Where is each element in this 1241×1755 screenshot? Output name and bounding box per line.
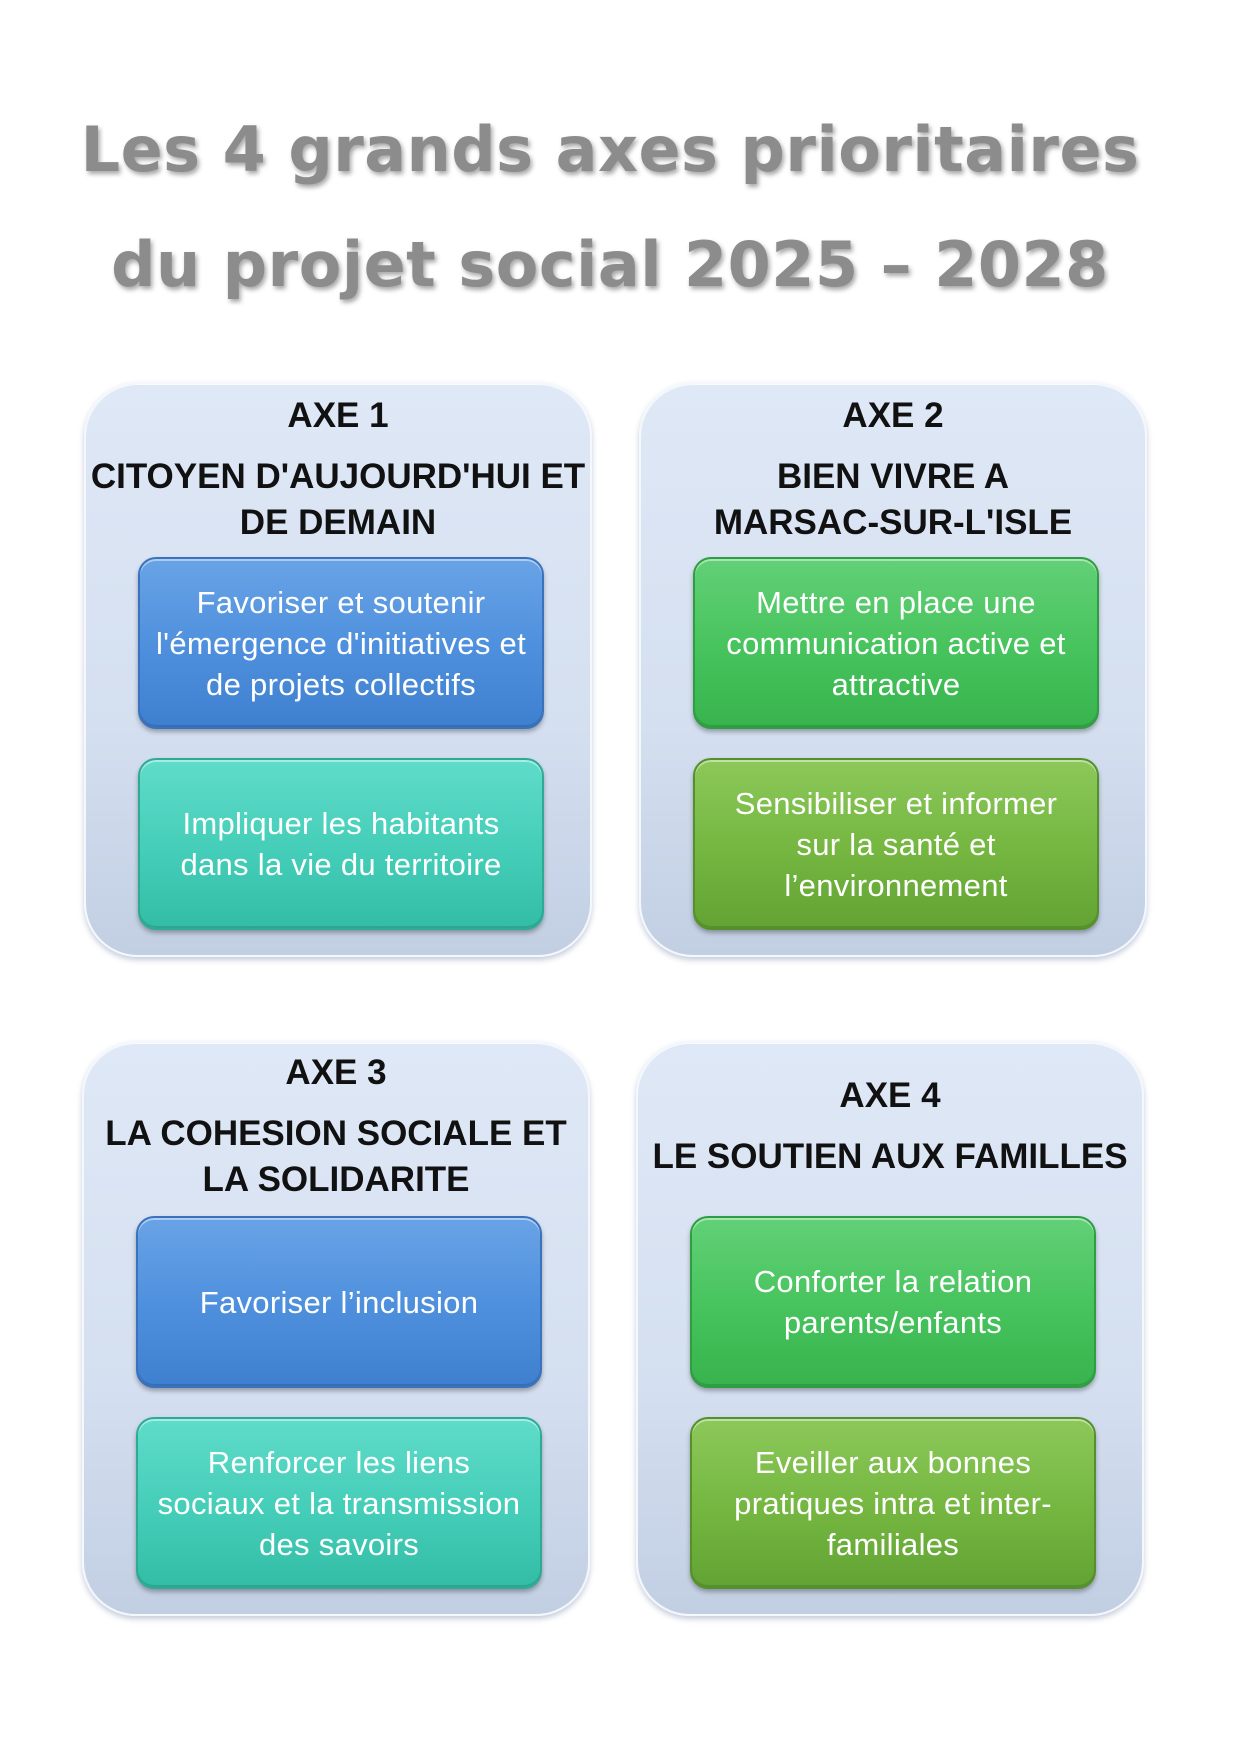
axe-2-name-line-2: MARSAC-SUR-L'ISLE xyxy=(713,503,1073,542)
axe-2-header xyxy=(641,396,1145,546)
axe-3-name-line-2: LA SOLIDARITE xyxy=(202,1160,470,1199)
axe-2-action-1: Mettre en place une communication active et attractive xyxy=(693,557,1099,729)
axe-1-number: AXE 1 xyxy=(287,396,389,435)
axe-4-name-line-1: LE SOUTIEN AUX FAMILLES xyxy=(652,1137,1128,1176)
axe-4-header xyxy=(638,1076,1142,1180)
page-title xyxy=(0,92,1220,322)
axe-1-action-1: Favoriser et soutenir l'émergence d'initiatives et de projets collectifs xyxy=(138,557,544,729)
axe-3-action-1: Favoriser l’inclusion xyxy=(136,1216,542,1388)
axe-1-panel xyxy=(84,382,592,957)
axe-1-name xyxy=(86,454,590,546)
axe-2-name xyxy=(641,454,1145,546)
axe-1-header xyxy=(86,396,590,546)
axe-2-panel xyxy=(639,382,1147,957)
axe-3-header xyxy=(84,1053,588,1203)
axe-3-action-2: Renforcer les liens sociaux et la transmission des savoirs xyxy=(136,1417,542,1589)
title-line-2: du projet social 2025 – 2028 xyxy=(111,228,1109,301)
title-line-1: Les 4 grands axes prioritaires xyxy=(80,113,1140,186)
axe-4-number: AXE 4 xyxy=(839,1076,941,1115)
axe-2-name-line-1: BIEN VIVRE A xyxy=(776,457,1010,496)
axe-1-name-line-2: DE DEMAIN xyxy=(239,503,437,542)
axe-3-name xyxy=(84,1111,588,1203)
axe-3-name-line-1: LA COHESION SOCIALE ET xyxy=(105,1114,567,1153)
axe-1-action-2: Impliquer les habitants dans la vie du territoire xyxy=(138,758,544,930)
axe-4-action-2: Eveiller aux bonnes pratiques intra et inter-familiales xyxy=(690,1417,1096,1589)
axe-2-action-2: Sensibiliser et informer sur la santé et l’environnement xyxy=(693,758,1099,930)
axe-1-name-line-1: CITOYEN D'AUJOURD'HUI ET xyxy=(90,457,586,496)
axe-4-action-1: Conforter la relation parents/enfants xyxy=(690,1216,1096,1388)
axe-3-panel xyxy=(82,1041,590,1616)
axe-4-name xyxy=(638,1134,1142,1180)
axe-3-number: AXE 3 xyxy=(285,1053,387,1092)
axe-4-panel xyxy=(636,1041,1144,1616)
axe-2-number: AXE 2 xyxy=(842,396,944,435)
